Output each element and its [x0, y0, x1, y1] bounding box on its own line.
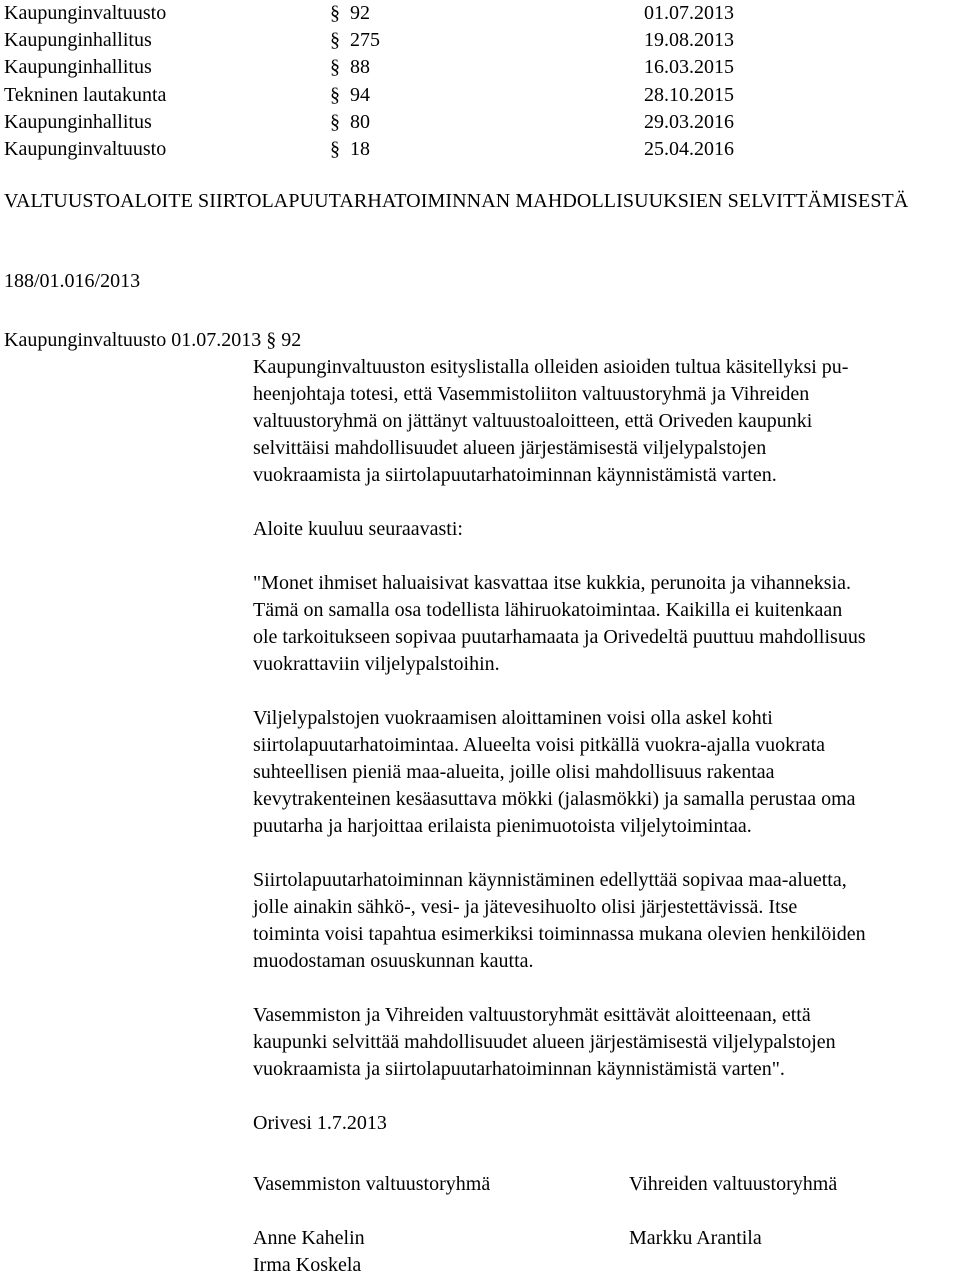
history-date: 25.04.2016 [644, 137, 734, 160]
history-row [4, 54, 954, 81]
section-sign: § [330, 110, 340, 133]
history-number: 80 [350, 110, 370, 133]
history-row [4, 27, 954, 54]
document-title: VALTUUSTOALOITE SIIRTOLAPUUTARHATOIMINNAN MAHDOLLISUUKSIEN SELVITTÄMISESTÄ [4, 190, 909, 212]
signatory-name: Anne Kahelin [253, 1227, 365, 1249]
history-row [4, 0, 954, 27]
history-date: 19.08.2013 [644, 29, 734, 52]
history-body: Kaupunginvaltuusto [4, 137, 167, 160]
history-number: 94 [350, 83, 370, 106]
history-number: 18 [350, 137, 370, 160]
signatory-name: Markku Arantila [629, 1227, 762, 1249]
right-group-name: Vihreiden valtuustoryhmä [629, 1173, 838, 1195]
section-sign: § [330, 56, 340, 79]
history-row [4, 109, 954, 136]
history-number: 275 [350, 29, 380, 52]
meeting-number: 92 [281, 329, 302, 351]
meeting-body: Kaupunginvaltuusto 01.07.2013 [4, 329, 262, 351]
history-date: 28.10.2015 [644, 83, 734, 106]
date-line: Orivesi 1.7.2013 [253, 1112, 387, 1134]
paragraph: "Monet ihmiset haluaisivat kasvattaa itse kukkia, perunoita ja vihanneksia. Tämä on samalla osa todellista lähiruokatoimintaa. Kaikilla ei kuitenkaan ole tarkoitukseen sopivaa puutarhamaata ja Orivedeltä puuttuu mahdollisuus vuokrattaviin viljelypalstoihin. [253, 572, 866, 675]
history-body: Kaupunginhallitus [4, 110, 152, 133]
history-body: Kaupunginvaltuusto [4, 2, 167, 24]
document-number: 188/01.016/2013 [4, 270, 141, 292]
history-date: 29.03.2016 [644, 110, 734, 133]
history-body: Kaupunginhallitus [4, 29, 152, 52]
section-sign: § [330, 83, 340, 106]
paragraph: Vasemmiston ja Vihreiden valtuustoryhmät esittävät aloitteenaan, että kaupunki selvittää mahdollisuudet alueen järjestämisestä viljelypalstojen vuokraamista ja siirtolapuutarhatoiminnan käynnistämistä varten". [253, 1004, 836, 1080]
paragraph: Viljelypalstojen vuokraamisen aloittaminen voisi olla askel kohti siirtolapuutarhatoimintaa. Alueelta voisi pitkällä vuokra-ajalla vuokrata suhteellisen pieniä maa-alueita, joille olisi mahdollisuus rakentaa kevytrakenteinen kesäasuttava mökki (jalasmökki) ja samalla perustaa oma puutarha ja harjoittaa erilaista pienimuotoista viljelytoimintaa. [253, 707, 856, 837]
section-sign: § [330, 2, 340, 24]
history-body: Kaupunginhallitus [4, 56, 152, 79]
meeting-reference [4, 327, 301, 354]
history-table [4, 0, 954, 163]
history-date: 16.03.2015 [644, 56, 734, 79]
history-row [4, 82, 954, 109]
section-sign: § [330, 137, 340, 160]
paragraph: Kaupunginvaltuuston esityslistalla olleiden asioiden tultua käsitellyksi pu- heenjohtaja totesi, että Vasemmistoliiton valtuustoryhmä ja Vihreiden valtuustoryhmä on jättänyt valtuustoaloitteen, että Oriveden kaupunki selvittäisi mahdollisuudet alueen järjestämisestä viljelypalstojen vuokraamista ja siirtolapuutarhatoiminnan käynnistämistä varten. [253, 356, 849, 486]
history-number: 88 [350, 56, 370, 79]
history-date: 01.07.2013 [644, 2, 734, 24]
history-number: 92 [350, 2, 370, 24]
document-body [253, 354, 958, 1137]
left-group-name: Vasemmiston valtuustoryhmä [253, 1173, 491, 1195]
signatory-name: Irma Koskela [253, 1254, 362, 1276]
history-row [4, 136, 954, 163]
history-body: Tekninen lautakunta [4, 83, 167, 106]
paragraph: Aloite kuuluu seuraavasti: [253, 518, 463, 540]
section-sign: § [266, 329, 277, 351]
section-sign: § [330, 29, 340, 52]
paragraph: Siirtolapuutarhatoiminnan käynnistäminen edellyttää sopivaa maa-aluetta, jolle ainakin sähkö-, vesi- ja jätevesihuolto olisi järjestettävissä. Itse toiminta voisi tapahtua esimerkiksi toiminnassa mukana olevien henkilöiden muodostaman osuuskunnan kautta. [253, 869, 866, 972]
